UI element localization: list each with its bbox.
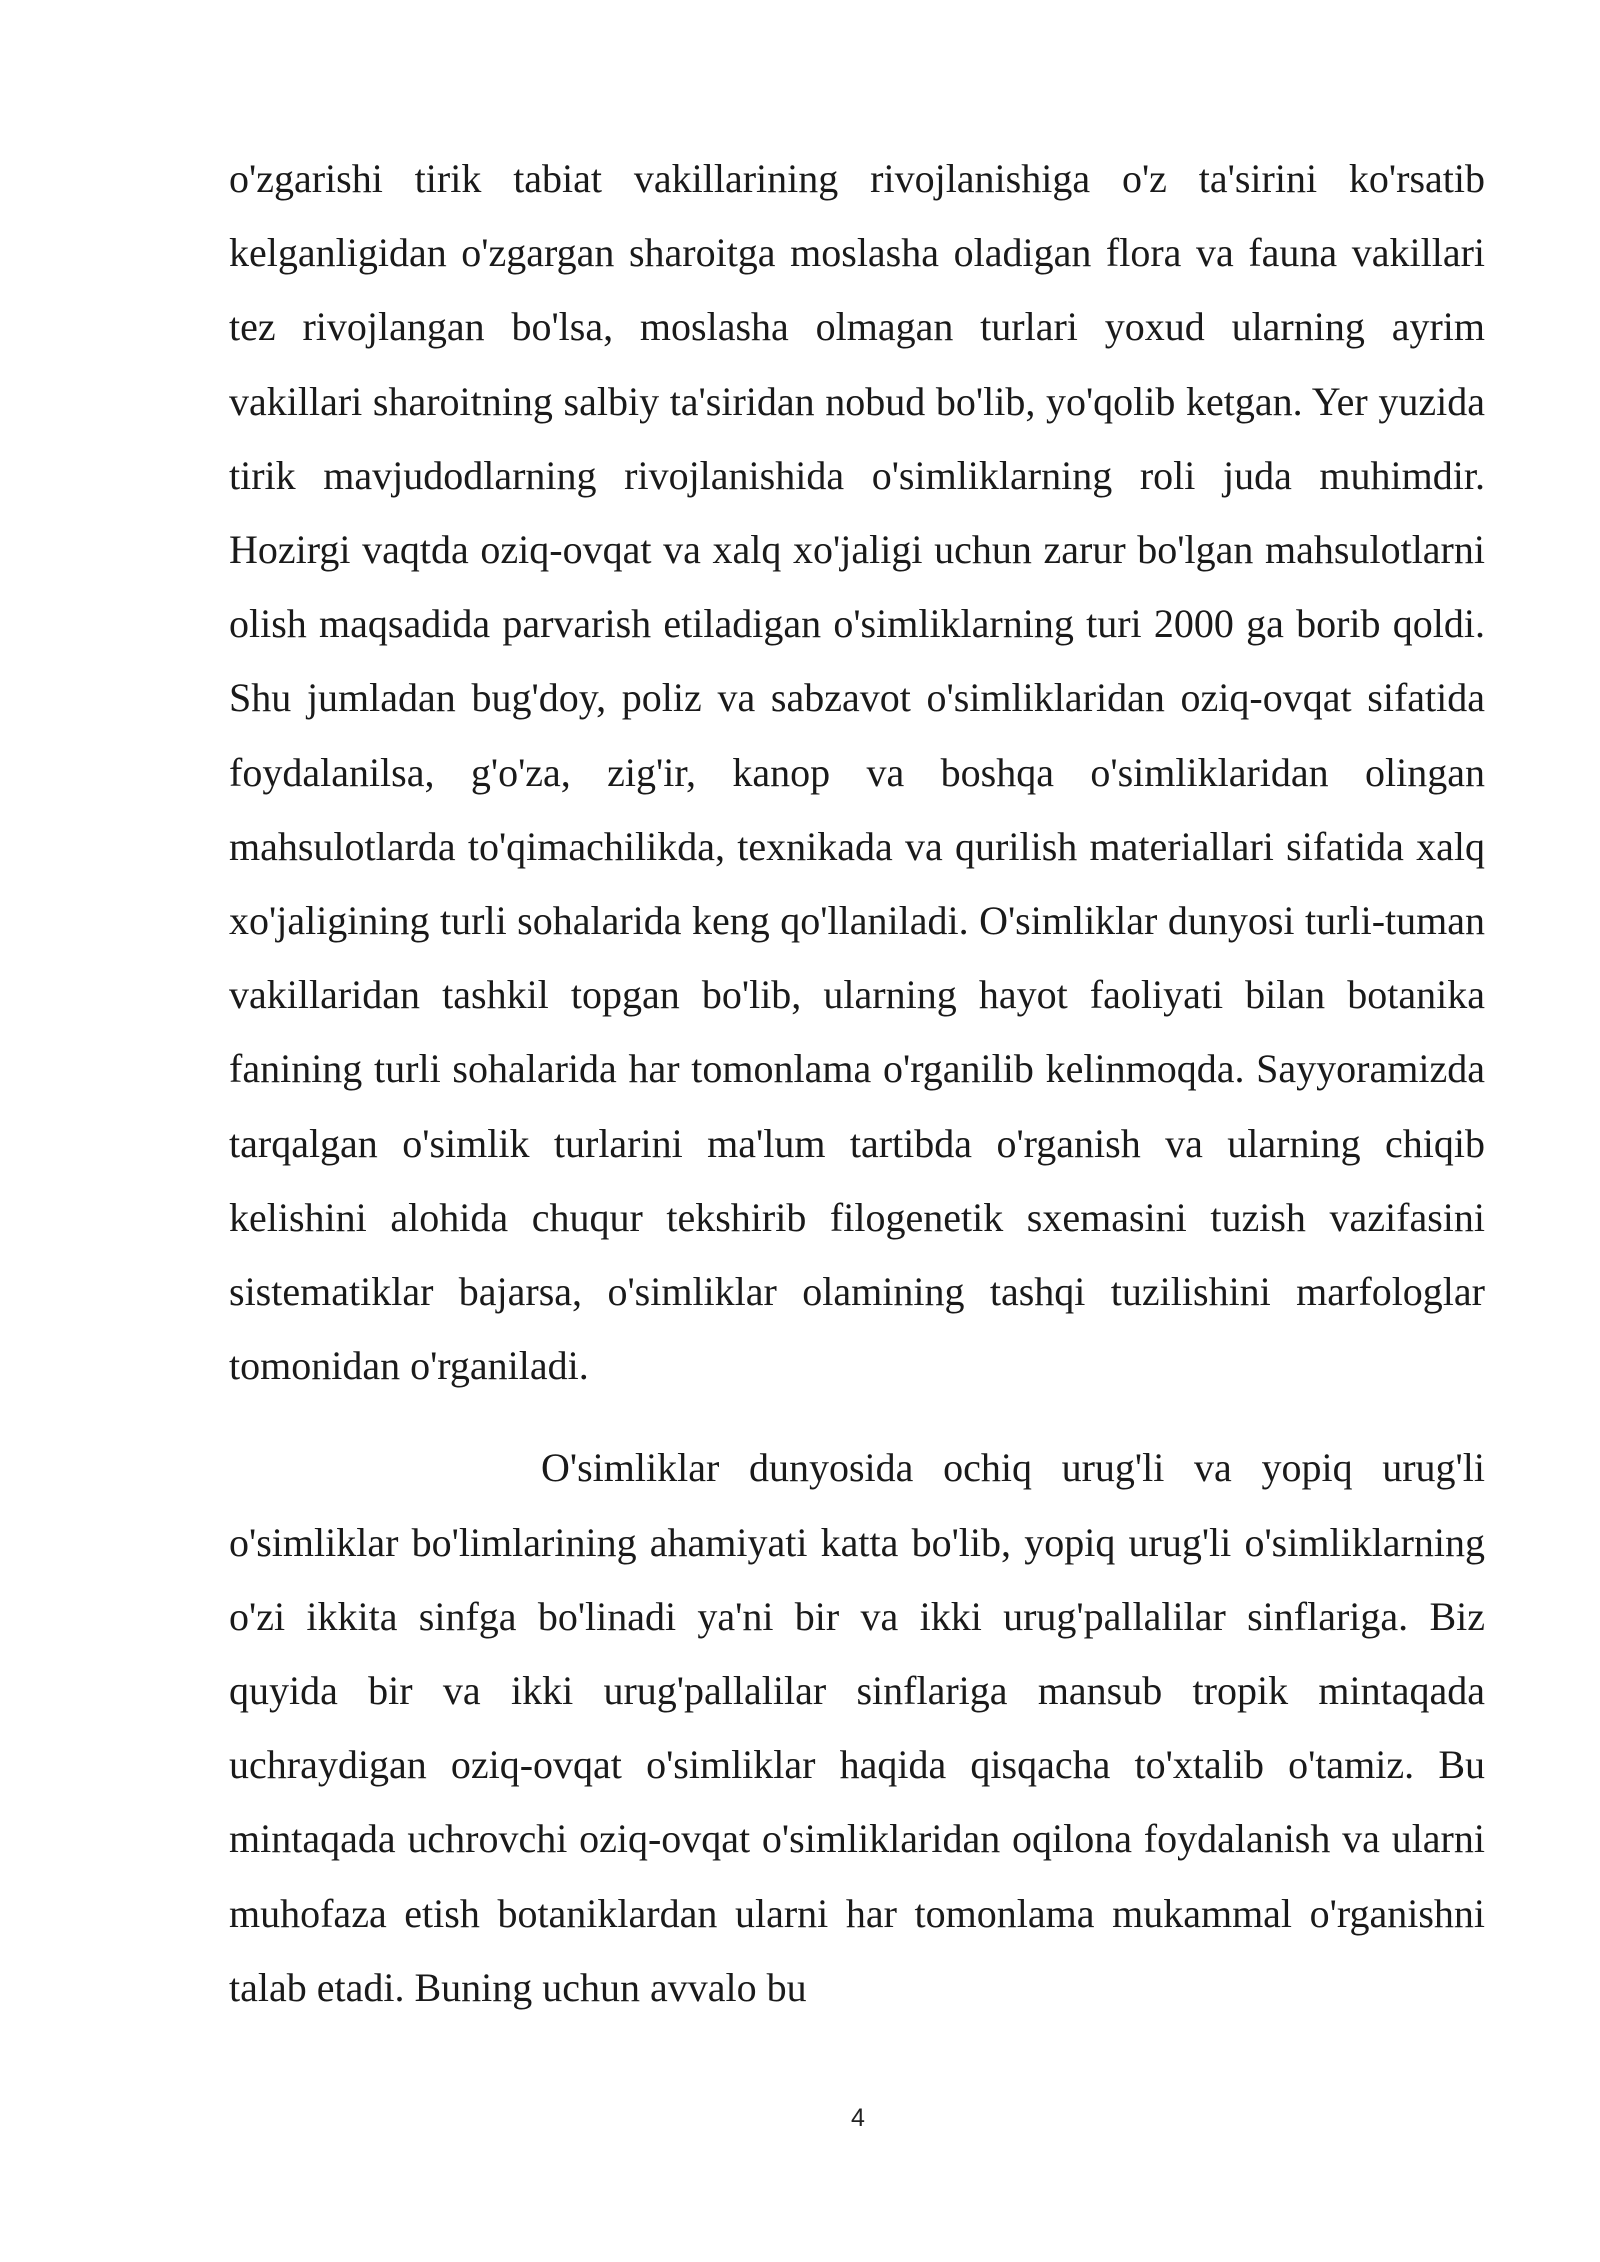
- body-text: [229, 142, 1485, 2025]
- paragraph-2: O'simliklar dunyosida ochiq urug'li va yopiq urug'li o'simliklar bo'limlarining ahamiyati katta bo'lib, yopiq urug'li o'simliklarning o'zi ikkita sinfga bo'linadi ya'ni bir va ikki urug'pallalilar sinflariga. Biz quyida bir va ikki urug'pallalilar sinflariga mansub tropik mintaqada uchraydigan oziq-ovqat o'simliklar haqida qisqacha to'xtalib o'tamiz. Bu mintaqada uchrovchi oziq-ovqat o'simliklaridan oqilona foydalanish va ularni muhofaza etish botaniklardan ularni har tomonlama mukammal o'rganishni talab etadi. Buning uchun avvalo bu: [229, 1445, 1485, 2010]
- paragraph-1: o'zgarishi tirik tabiat vakillarining rivojlanishiga o'z ta'sirini ko'rsatib kelganligidan o'zgargan sharoitga moslasha oladigan flora va fauna vakillari tez rivojlangan bo'lsa, moslasha olmagan turlari yoxud ularning ayrim vakillari sharoitning salbiy ta'siridan nobud bo'lib, yo'qolib ketgan. Yer yuzida tirik mavjudodlarning rivojlanishida o'simliklarning roli juda muhimdir. Hozirgi vaqtda oziq-ovqat va xalq xo'jaligi uchun zarur bo'lgan mahsulotlarni olish maqsadida parvarish etiladigan o'simliklarning turi 2000 ga borib qoldi. Shu jumladan bug'doy, poliz va sabzavot o'simliklaridan oziq-ovqat sifatida foydalanilsa, g'o'za, zig'ir, kanop va boshqa o'simliklaridan olingan mahsulotlarda to'qimachilikda, texnikada va qurilish materiallari sifatida xalq xo'jaligining turli sohalarida keng qo'llaniladi. O'simliklar dunyosi turli-tuman vakillaridan tashkil topgan bo'lib, ularning hayot faoliyati bilan botanika fanining turli sohalarida har tomonlama o'rganilib kelinmoqda. Sayyoramizda tarqalgan o'simlik turlarini ma'lum tartibda o'rganish va ularning chiqib kelishini alohida chuqur tekshirib filogenetik sxemasini tuzish vazifasini sistematiklar bajarsa, o'simliklar olamining tashqi tuzilishini marfologlar tomonidan o'rganiladi.: [229, 156, 1485, 1389]
- page-number: 4: [851, 2104, 865, 2132]
